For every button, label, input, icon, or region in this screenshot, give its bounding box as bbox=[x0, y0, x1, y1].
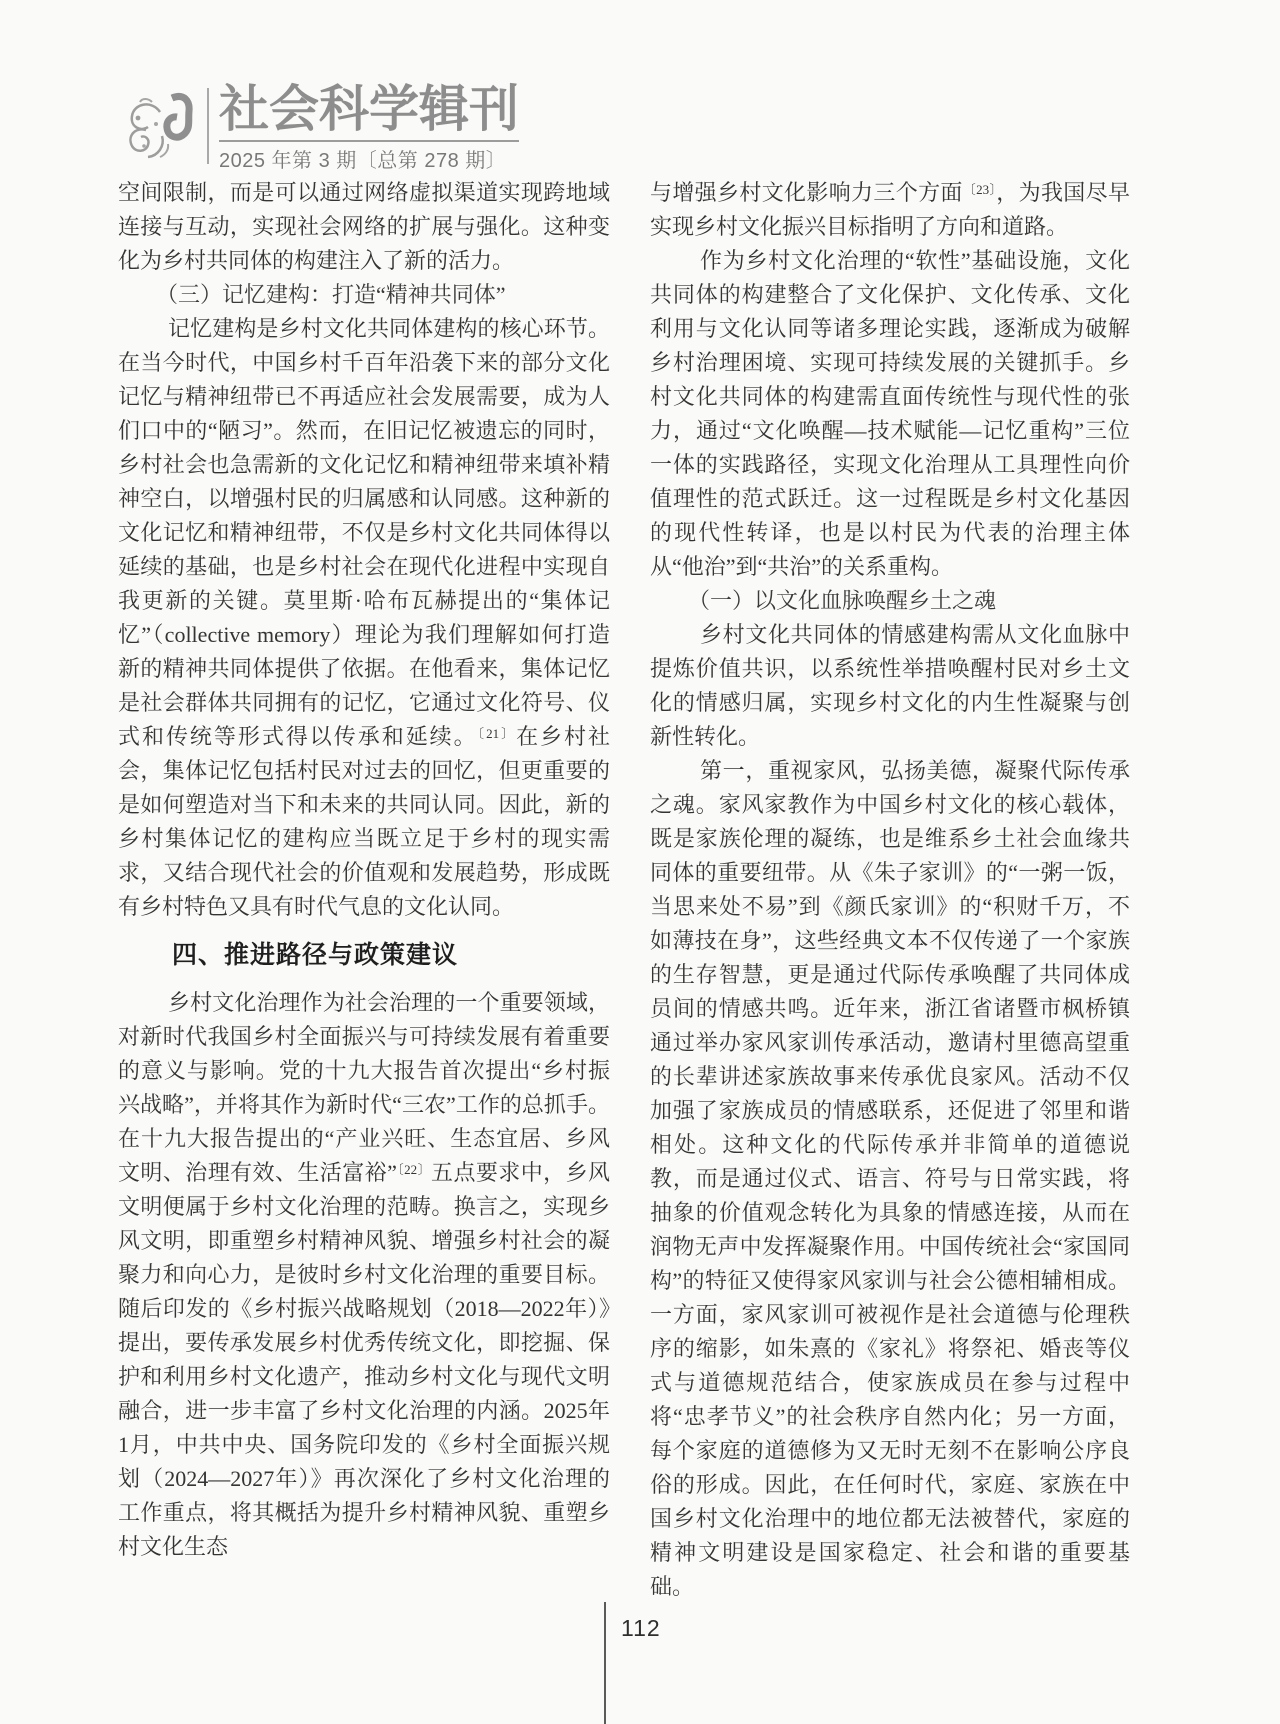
paragraph: 第一，重视家风，弘扬美德，凝聚代际传承之魂。家风家教作为中国乡村文化的核心载体，既是家族伦理的凝练，也是维系乡土社会血缘共同体的重要纽带。从《朱子家训》的“一粥一饭，当思来处不易”到《颜氏家训》的“积财千万，不如薄技在身”，这些经典文本不仅传递了一个家族的生存智慧，更是通过代际传承唤醒了共同体成员间的情感共鸣。近年来，浙江省诸暨市枫桥镇通过举办家风家训传承活动，邀请村里德高望重的长辈讲述家族故事来传承优良家风。活动不仅加强了家族成员的情感联系，还促进了邻里和谐相处。这种文化的代际传承并非简单的道德说教，而是通过仪式、语言、符号与日常实践，将抽象的价值观念转化为具象的情感连接，从而在润物无声中发挥凝聚作用。中国传统社会“家国同构”的特征又使得家风家训与社会公德相辅相成。一方面，家风家训可被视作是社会道德与伦理秩序的缩影，如朱熹的《家礼》将祭祀、婚丧等仪式与道德规范结合，使家族成员在参与过程中将“忠孝节义”的社会秩序自然内化；另一方面，每个家庭的道德修为又无时无刻不在影响公序良俗的形成。因此，在任何时代，家庭、家族在中国乡村文化治理中的地位都无法被替代，家庭的精神文明建设是国家稳定、社会和谐的重要基础。 bbox=[650, 758, 1130, 1599]
paragraph-text: 五点要求中，乡风文明便属于乡村文化治理的范畴。换言之，实现乡风文明，即重塑乡村精神风貌、增强乡村社会的凝聚力和向心力，是彼时乡村文化治理的重要目标。随后印发的《乡村振兴战略规划（2018—2022年）》提出，要传承发展乡村优秀传统文化，即挖掘、保护和利用乡村文化遗产，推动乡村文化与现代文明融合，进一步丰富了乡村文化治理的内涵。2025年1月，中共中央、国务院印发的《乡村全面振兴规划（2024—2027年）》再次深化了乡村文化治理的工作重点，将其概括为提升乡村精神风貌、重塑乡村文化生态 bbox=[118, 1160, 610, 1559]
paragraph-text: ，为我国尽早实现乡村文化振兴目标指明了方向和道路。 bbox=[650, 180, 1130, 239]
footnote-ref-23: 〔23〕 bbox=[962, 182, 997, 197]
paragraph bbox=[118, 986, 610, 1564]
section-heading: 四、推进路径与政策建议 bbox=[172, 941, 459, 969]
masthead bbox=[0, 0, 1280, 176]
page-number: 112 bbox=[621, 1615, 661, 1641]
paragraph-text: 与增强乡村文化影响力三个方面 bbox=[650, 180, 963, 205]
footer-rule-line bbox=[604, 1602, 606, 1724]
header-divider-line bbox=[207, 88, 209, 164]
footnote-ref-21: 〔21〕 bbox=[477, 726, 517, 741]
paragraph-continuation bbox=[650, 176, 1130, 244]
paragraph-text: 记忆建构是乡村文化共同体建构的核心环节。在当今时代，中国乡村千百年沿袭下来的部分文化记忆与精神纽带已不再适应社会发展需要，成为人们口中的“陋习”。然而，在旧记忆被遗忘的同时，乡村社会也急需新的文化记忆和精神纽带来填补精神空白，以增强村民的归属感和认同感。这种新的文化记忆和精神纽带，不仅是乡村文化共同体得以延续的基础，也是乡村社会在现代化进程中实现自我更新的关键。莫里斯·哈布瓦赫提出的“集体记忆”（collective memory）理论为我们理解如何打造新的精神共同体提供了依据。在他看来，集体记忆是社会群体共同拥有的记忆，它通过文化符号、仪式和传统等形式得以传承和延续。 bbox=[118, 316, 610, 749]
paragraph: 作为乡村文化治理的“软性”基础设施，文化共同体的构建整合了文化保护、文化传承、文化利用与文化认同等诸多理论实践，逐渐成为破解乡村治理困境、实现可持续发展的关键抓手。乡村文化共同体的构建需直面传统性与现代性的张力，通过“文化唤醒—技术赋能—记忆重构”三位一体的实践路径，实现文化治理从工具理性向价值理性的范式跃迁。这一过程既是乡村文化基因的现代性转译，也是以村民为代表的治理主体从“他治”到“共治”的关系重构。 bbox=[650, 248, 1130, 579]
footnote-ref-22: 〔22〕 bbox=[396, 1162, 432, 1177]
paragraph-text: 乡村文化治理作为社会治理的一个重要领域，对新时代我国乡村全面振兴与可持续发展有着重要的意义与影响。党的十九大报告首次提出“乡村振兴战略”，并将其作为新时代“三农”工作的总抓手。在十九大报告提出的“产业兴旺、生态宜居、乡风文明、治理有效、生活富裕” bbox=[118, 990, 610, 1185]
paragraph bbox=[118, 312, 610, 924]
paragraph-continuation: 空间限制，而是可以通过网络虚拟渠道实现跨地域连接与互动，实现社会网络的扩展与强化。这种变化为乡村共同体的构建注入了新的活力。 bbox=[118, 180, 610, 273]
journal-title: 社会科学辑刊 bbox=[219, 81, 519, 137]
subsection-heading: （三）记忆建构：打造“精神共同体” bbox=[156, 282, 506, 307]
paragraph: 乡村文化共同体的情感建构需从文化血脉中提炼价值共识，以系统性举措唤醒村民对乡土文化的情感归属，实现乡村文化的内生性凝聚与创新性转化。 bbox=[650, 622, 1130, 749]
issue-line: 2025 年第 3 期〔总第 278 期〕 bbox=[219, 140, 519, 173]
journal-logo-icon bbox=[116, 86, 196, 162]
header-text-block bbox=[219, 80, 519, 173]
paragraph-text: 在乡村社会，集体记忆包括村民对过去的回忆，但更重要的是如何塑造对当下和未来的共同认同。因此，新的乡村集体记忆的建构应当既立足于乡村的现实需求，又结合现代社会的价值观和发展趋势，形成既有乡村特色又具有时代气息的文化认同。 bbox=[118, 724, 610, 919]
right-column bbox=[650, 176, 1130, 1604]
left-column bbox=[118, 176, 610, 1564]
subsection-heading: （一）以文化血脉唤醒乡土之魂 bbox=[688, 588, 997, 613]
